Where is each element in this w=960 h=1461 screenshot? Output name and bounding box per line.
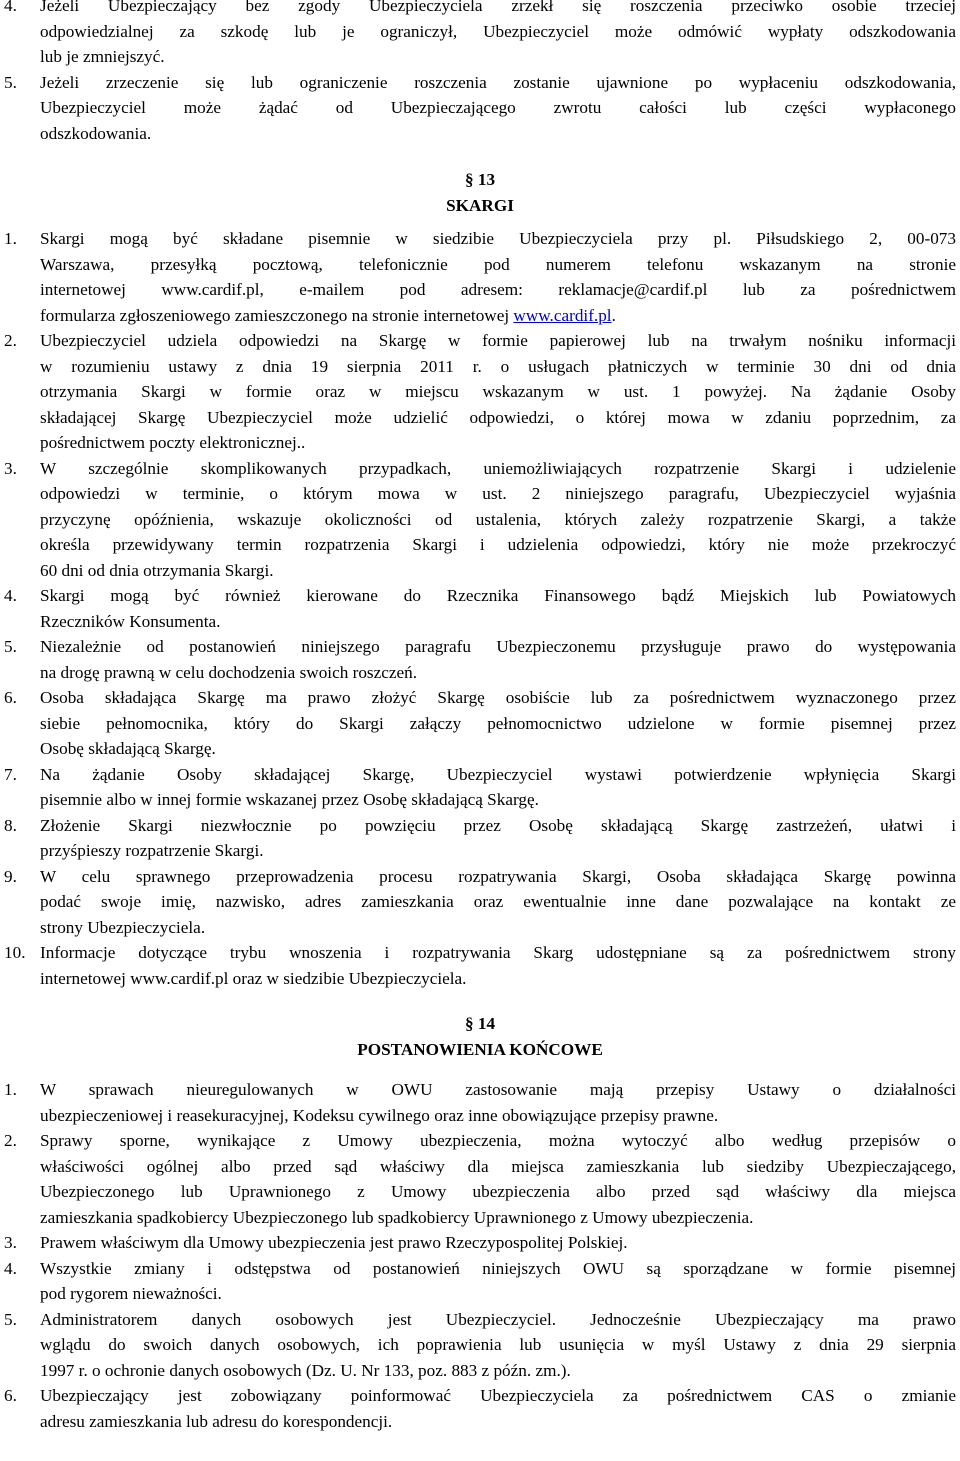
text-line: Ubezpieczyciel udziela odpowiedzi na Skargę w formie papierowej lub na trwałym nośniku informacji	[40, 331, 956, 350]
item-text	[40, 456, 956, 584]
text-line: w rozumieniu ustawy z dnia 19 sierpnia 2011 r. o usługach płatniczych w terminie 30 dni od dnia	[40, 356, 956, 376]
text-line: Na żądanie Osoby składającej Skargę, Ubezpieczyciel wystawi potwierdzenie wpłynięcia Skargi	[40, 764, 956, 784]
item-text	[40, 328, 956, 456]
text-line: odpowiedzi w terminie, o którym mowa w ust. 2 niniejszego paragrafu, Ubezpieczyciel wyjaśnia	[40, 484, 956, 503]
item-text	[40, 1256, 956, 1307]
list-item	[0, 70, 960, 147]
item-number: 6.	[4, 1386, 17, 1405]
item-text	[40, 1077, 956, 1128]
text-line: podać swoje imię, nazwisko, adres zamieszkania oraz ewentualnie inne dane pozwalające na kontakt ze	[40, 892, 956, 911]
list-item	[0, 328, 960, 456]
text-line: W celu sprawnego przeprowadzenia procesu rozpatrywania Skargi, Osoba składająca Skargę powinna	[40, 866, 956, 886]
text-line: Ubezpieczonego lub Uprawnionego z Umowy ubezpieczenia albo przed sąd właściwy dla miejsca	[40, 1182, 956, 1201]
text-line: 60 dni od dnia otrzymania Skargi.	[40, 560, 274, 580]
text-line: W sprawach nieuregulowanych w OWU zastosowanie mają przepisy Ustawy o działalności	[40, 1080, 956, 1099]
list-item	[0, 634, 960, 685]
list-item	[0, 1077, 960, 1128]
text-line: Osobę składającą Skargę.	[40, 739, 216, 758]
item-number: 4.	[4, 0, 17, 15]
item-text	[40, 70, 956, 147]
text-line: pisemnie albo w innej formie wskazanej przez Osobę składającą Skargę.	[40, 790, 539, 809]
text-line: określa przewidywany termin rozpatrzenia Skargi i udzielenia odpowiedzi, który nie może przekroczyć	[40, 535, 956, 554]
item-number: 5.	[4, 637, 17, 656]
text-line: Warszawa, przesyłką pocztową, telefonicznie pod numerem telefonu wskazanym na stronie	[40, 254, 956, 274]
item-text	[40, 1307, 956, 1384]
section-title: SKARGI	[446, 195, 514, 215]
text-line: internetowej www.cardif.pl oraz w siedzibie Ubezpieczyciela.	[40, 968, 467, 988]
item-number: 1.	[4, 1080, 17, 1099]
text-line: przyśpieszy rozpatrzenie Skargi.	[40, 841, 264, 860]
text-line: Sprawy sporne, wynikające z Umowy ubezpieczenia, można wytoczyć albo według przepisów o	[40, 1131, 956, 1150]
section-s12	[0, 0, 960, 146]
section-number: § 14	[464, 1014, 496, 1033]
text-line: ubezpieczeniowej i reasekuracyjnej, Kodeksu cywilnego oraz inne obowiązujące przepisy prawne.	[40, 1105, 719, 1125]
item-text	[40, 864, 956, 941]
text-line: wglądu do swoich danych osobowych, ich poprawienia lub usunięcia w myśl Ustawy z dnia 29 sierpnia	[40, 1335, 956, 1354]
item-number: 5.	[4, 1309, 17, 1329]
text-line: Skargi mogą być również kierowane do Rzecznika Finansowego bądź Miejskich lub Powiatowych	[40, 586, 956, 605]
text-line: Administratorem danych osobowych jest Ubezpieczyciel. Jednocześnie Ubezpieczający ma prawo	[40, 1309, 956, 1329]
text-line: zamieszkania spadkobiercy Ubezpieczonego lub spadkobiercy Uprawnionego z Umowy ubezpieczenia.	[40, 1207, 754, 1227]
section-s13	[0, 167, 960, 991]
item-number: 10.	[4, 943, 26, 962]
list-item	[0, 1307, 960, 1384]
list-item	[0, 456, 960, 584]
text-line: Informacje dotyczące trybu wnoszenia i rozpatrywania Skarg udostępniane są za pośrednictwem strony	[40, 943, 956, 962]
item-number: 3.	[4, 458, 17, 478]
item-text	[40, 813, 956, 864]
text-line: Skargi mogą być składane pisemnie w siedzibie Ubezpieczyciela przy pl. Piłsudskiego 2, 00-073	[40, 229, 956, 248]
text-line: odszkodowania.	[40, 123, 152, 143]
section-s14	[0, 1011, 960, 1434]
text-line: strony Ubezpieczyciela.	[40, 917, 206, 937]
text-line: lub je zmniejszyć.	[40, 47, 165, 66]
text-line: adresu zamieszkania lub adresu do korespondencji.	[40, 1411, 393, 1431]
list-item	[0, 583, 960, 634]
text-line: przyczynę opóźnienia, wskazuje okoliczności od ustalenia, których zależy rozpatrzenie Skargi, a także	[40, 509, 956, 529]
list-item	[0, 0, 960, 70]
item-text	[40, 1230, 956, 1256]
text-line: Prawem właściwym dla Umowy ubezpieczenia jest prawo Rzeczypospolitej Polskiej.	[40, 1233, 628, 1252]
item-text	[40, 940, 956, 991]
list-item	[0, 1230, 960, 1256]
list-item	[0, 1383, 960, 1434]
text-line: właściwości ogólnej albo przed sąd właściwy dla miejsca zamieszkania lub siedziby Ubezpieczającego,	[40, 1156, 956, 1176]
text-line: Niezależnie od postanowień niniejszego paragrafu Ubezpieczonemu przysługuje prawo do występowania	[40, 637, 956, 656]
text-line: Rzeczników Konsumenta.	[40, 611, 221, 631]
list-item	[0, 1128, 960, 1230]
item-text	[40, 685, 956, 762]
website-link[interactable]: www.cardif.pl	[513, 305, 612, 325]
item-number: 2.	[4, 1131, 17, 1150]
list-item	[0, 813, 960, 864]
list-item	[0, 226, 960, 328]
text-line: Osoba składająca Skargę ma prawo złożyć Skargę osobiście lub za pośrednictwem wyznaczonego przez	[40, 688, 956, 707]
section-title: POSTANOWIENIA KOŃCOWE	[357, 1039, 603, 1059]
item-text	[40, 226, 956, 328]
section-number: § 13	[464, 170, 496, 189]
text-line: formularza zgłoszeniowego zamieszczonego na stronie internetowej www.cardif.pl.	[40, 305, 616, 325]
text-line: internetowej www.cardif.pl, e-mailem pod adresem: reklamacje@cardif.pl lub za pośrednictwem	[40, 280, 956, 299]
item-text	[40, 634, 956, 685]
text-line: Jeżeli zrzeczenie się lub ograniczenie roszczenia zostanie ujawnione po wypłaceniu odszkodowania,	[40, 72, 956, 92]
item-text	[40, 1128, 956, 1230]
text-line: Złożenie Skargi niezwłocznie po powzięciu przez Osobę składającą Skargę zastrzeżeń, ułatwi i	[40, 815, 956, 835]
item-number: 2.	[4, 331, 17, 350]
item-text	[40, 0, 956, 70]
text-line: pośrednictwem poczty elektronicznej..	[40, 433, 306, 452]
text-line: Wszystkie zmiany i odstępstwa od postanowień niniejszych OWU są sporządzane w formie pisemnej	[40, 1258, 956, 1278]
text-line: siebie pełnomocnika, który do Skargi załączy pełnomocnictwo udzielone w formie pisemnej przez	[40, 713, 956, 733]
item-text	[40, 762, 956, 813]
item-number: 7.	[4, 764, 17, 784]
list-item	[0, 864, 960, 941]
item-number: 9.	[4, 866, 17, 886]
list-item	[0, 685, 960, 762]
section-heading	[0, 1011, 960, 1062]
item-number: 8.	[4, 815, 17, 835]
list-item	[0, 940, 960, 991]
list-item	[0, 762, 960, 813]
text-line: pod rygorem nieważności.	[40, 1284, 222, 1303]
text-line: Ubezpieczający jest zobowiązany poinformować Ubezpieczyciela za pośrednictwem CAS o zmianie	[40, 1386, 956, 1405]
item-number: 3.	[4, 1233, 17, 1252]
text-line: odpowiedzialnej za szkodę lub je ograniczył, Ubezpieczyciel może odmówić wypłaty odszkodowania	[40, 21, 956, 41]
section-heading	[0, 167, 960, 218]
text-line: otrzymania Skargi w formie oraz w miejscu wskazanym w ust. 1 powyżej. Na żądanie Osoby	[40, 382, 956, 401]
text-line: na drogę prawną w celu dochodzenia swoich roszczeń.	[40, 662, 418, 682]
list-item	[0, 1256, 960, 1307]
text-line: składającej Skargę Ubezpieczyciel może udzielić odpowiedzi, o której mowa w zdaniu poprzednim, za	[40, 407, 956, 427]
item-text	[40, 583, 956, 634]
item-number: 5.	[4, 72, 17, 92]
item-number: 1.	[4, 229, 17, 248]
item-number: 4.	[4, 586, 17, 605]
text-line: Jeżeli Ubezpieczający bez zgody Ubezpieczyciela zrzekł się roszczenia przeciwko osobie trzeciej	[40, 0, 956, 15]
text-line: Ubezpieczyciel może żądać od Ubezpieczającego zwrotu całości lub części wypłaconego	[40, 98, 956, 117]
item-text	[40, 1383, 956, 1434]
item-number: 4.	[4, 1258, 17, 1278]
item-number: 6.	[4, 688, 17, 707]
text-line: W szczególnie skomplikowanych przypadkach, uniemożliwiających rozpatrzenie Skargi i udzielenie	[40, 458, 956, 478]
text-line: 1997 r. o ochronie danych osobowych (Dz. U. Nr 133, poz. 883 z późn. zm.).	[40, 1360, 571, 1380]
